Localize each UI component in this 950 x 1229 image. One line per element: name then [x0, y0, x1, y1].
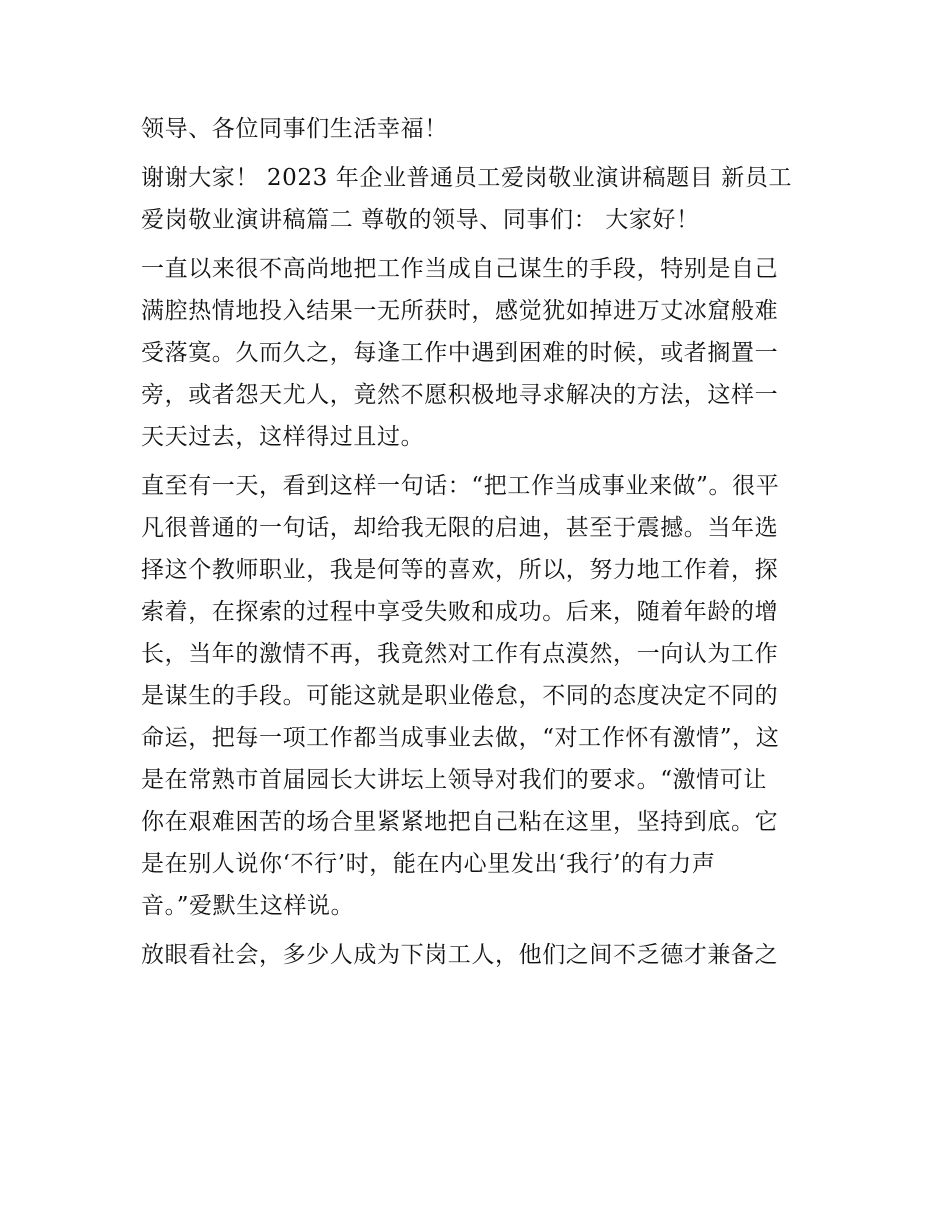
text-line: 满腔热情地投入结果一无所获时，感觉犹如掉进万丈冰窟般难	[141, 298, 779, 324]
document-body	[141, 108, 821, 976]
text-line: 是在别人说你‘不行’时，能在内心里发出‘我行’的有力声	[141, 851, 716, 877]
paragraph	[141, 248, 821, 458]
text-line: 谢谢大家！ 2023 年企业普通员工爱岗敬业演讲稿题目 新员工	[141, 165, 793, 191]
paragraph	[141, 465, 821, 927]
text-line: 是谋生的手段。可能这就是职业倦怠，不同的态度决定不同的	[141, 683, 779, 709]
paragraph	[141, 108, 821, 150]
text-line: 旁，或者怨天尤人，竟然不愿积极地寻求解决的方法，这样一	[141, 382, 779, 408]
paragraph	[141, 934, 821, 976]
text-line: 领导、各位同事们生活幸福！	[141, 116, 448, 142]
text-line: 长，当年的激情不再，我竟然对工作有点漠然，一向认为工作	[141, 641, 779, 667]
text-line: 凡很普通的一句话，却给我无限的启迪，甚至于震撼。当年选	[141, 515, 779, 541]
paragraph	[141, 157, 821, 241]
text-line: 受落寞。久而久之，每逢工作中遇到困难的时候，或者搁置一	[141, 340, 779, 366]
text-line: 择这个教师职业，我是何等的喜欢，所以，努力地工作着，探	[141, 557, 779, 583]
text-line: 一直以来很不高尚地把工作当成自己谋生的手段，特别是自己	[141, 256, 779, 282]
text-line: 放眼看社会，多少人成为下岗工人，他们之间不乏德才兼备之	[141, 942, 779, 968]
text-line: 命运，把每一项工作都当成事业去做，“对工作怀有激情”，这	[141, 725, 780, 751]
text-line: 爱岗敬业演讲稿篇二 尊敬的领导、同事们： 大家好！	[141, 207, 700, 233]
text-line: 是在常熟市首届园长大讲坛上领导对我们的要求。“激情可让	[141, 767, 767, 793]
text-line: 天天过去，这样得过且过。	[141, 424, 425, 450]
text-line: 音。”爱默生这样说。	[141, 893, 355, 919]
text-line: 索着，在探索的过程中享受失败和成功。后来，随着年龄的增	[141, 599, 779, 625]
text-line: 你在艰难困苦的场合里紧紧地把自己粘在这里，坚持到底。它	[141, 809, 779, 835]
text-line: 直至有一天，看到这样一句话：“把工作当成事业来做”。很平	[141, 473, 780, 499]
